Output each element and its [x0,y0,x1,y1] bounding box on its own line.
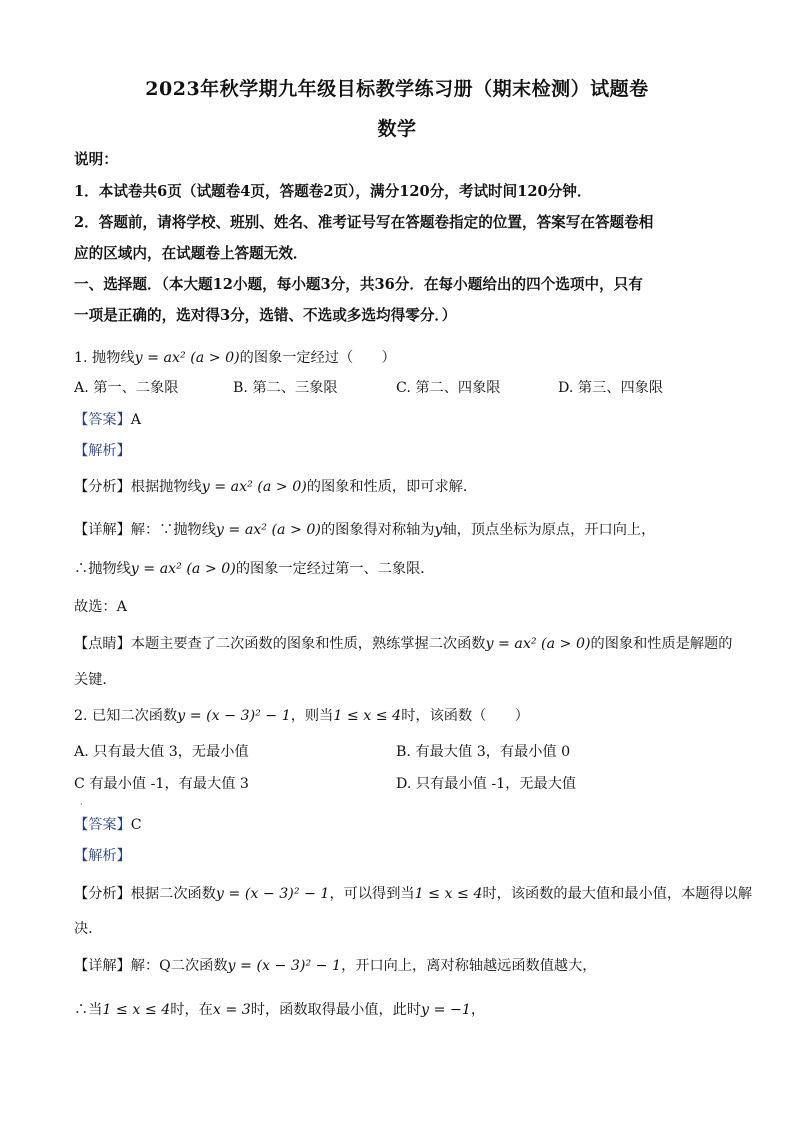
q2-xiangjie-tag: 【详解】 [74,958,131,974]
q1-answer-tag: 【答案】 [74,412,131,428]
q1-therefore-formula: y = ax² (a > 0) [130,561,236,577]
q2-last-x3: x = 3 [212,1002,251,1018]
q2-fenxi-pre: 根据二次函数 [130,886,216,902]
page-title: 2023年秋学期九年级目标教学练习册（期末检测）试题卷 [145,78,649,100]
q1-dianjing-post: 的图象和性质是解题的 [590,636,733,652]
q1-stem-post: 的图象一定经过（ ） [239,350,396,366]
q1-dianjing-cont: 关键． [74,672,117,688]
instructions-label: 说明： [74,151,118,168]
q1-xiangjie-formula: y = ax² (a > 0) [215,522,321,538]
q1-therefore-pre: ∴抛物线 [74,561,131,577]
q2-xiangjie-pre: 解：Q二次函数 [130,958,228,974]
q1-xiangjie-tag: 【详解】 [74,522,131,538]
q1-option-d: D. 第三、四象限 [558,380,664,396]
section-heading: 一、选择题．（本大题12小题，每小题3分，共36分．在每小题给出的四个选项中，只有 [74,276,643,293]
q2-option-b: B. 有最大值 3，有最小值 0 [396,744,571,760]
q2-option-a: A. 只有最大值 3，无最小值 [74,744,249,760]
q1-xiangjie-mid: 的图象得对称轴为 [320,522,435,538]
instruction-item-1: 1．本试卷共6页（试题卷4页，答题卷2页），满分120分，考试时间120分钟． [74,183,592,200]
section-heading-cont: 一项是正确的，选对得3分，选错、不选或多选均得零分．） [74,307,457,324]
q1-xiangjie [74,520,724,540]
q2-last-post: ， [470,1002,486,1018]
q1-xiangjie-y: y [434,522,443,538]
q1-therefore [74,559,724,579]
q1-dianjing [74,634,733,654]
q1-fenxi [74,477,724,497]
question-2-stem [74,706,724,726]
q2-fenxi [74,884,753,904]
q1-option-c: C. 第二、四象限 [396,380,501,396]
q2-answer-value: C [130,817,142,833]
stray-dot: · [80,800,83,809]
q1-xiangjie-post: 轴，顶点坐标为原点，开口向上， [442,522,656,538]
q1-fenxi-formula: y = ax² (a > 0) [201,479,307,495]
q1-xiangjie-pre: 解：∵抛物线 [130,522,216,538]
q2-last-mid2: 时，函数取得最小值，此时 [250,1002,422,1018]
q2-option-d: D. 只有最小值 -1，无最大值 [396,776,577,792]
q2-answer-tag: 【答案】 [74,817,131,833]
instruction-item-2-cont: 应的区域内，在试题卷上答题无效． [74,245,308,262]
q1-answer-line [74,410,724,430]
q1-answer-value: A [130,412,142,428]
q1-option-b: B. 第二、三象限 [233,380,338,396]
q2-xiangjie-post: ，开口向上，离对称轴越远函数值越大， [341,958,597,974]
q2-last-pre: ∴当 [74,1002,103,1018]
q2-fenxi-mid: ，可以得到当 [329,886,415,902]
q2-last-value: y = −1 [421,1002,471,1018]
q2-last-mid1: 时，在 [170,1002,213,1018]
q2-fenxi-range: 1 ≤ x ≤ 4 [414,886,483,902]
q2-stem-range: 1 ≤ x ≤ 4 [333,708,402,724]
q2-stem-pre: 2. 已知二次函数 [74,708,178,724]
q1-therefore-post: 的图象一定经过第一、二象限． [235,561,435,577]
q1-fenxi-post: 的图象和性质，即可求解． [306,479,478,495]
question-1-stem [74,348,724,368]
q1-fenxi-pre: 根据抛物线 [130,479,202,495]
q2-analysis-tag: 【解析】 [74,848,131,864]
subject-title: 数学 [377,118,417,140]
q2-xiangjie-formula: y = (x − 3)² − 1 [227,958,342,974]
q1-fenxi-tag: 【分析】 [74,479,131,495]
q2-stem-post: 时，该函数（ ） [401,708,529,724]
q2-xiangjie [74,956,724,976]
q2-last-step [74,1000,724,1020]
q2-fenxi-post: 时，该函数的最大值和最小值，本题得以解 [482,886,753,902]
q2-answer-line [74,815,724,835]
q2-stem-formula: y = (x − 3)² − 1 [177,708,291,724]
q1-stem-pre: 1. 抛物线 [74,350,135,366]
q1-dianjing-tag: 【点睛】 [74,636,131,652]
q2-fenxi-cont: 决． [74,921,103,937]
q1-choose: 故选：A [74,599,127,615]
q1-option-a: A. 第一、二象限 [74,380,179,396]
q2-option-c: C 有最小值 -1，有最大值 3 [74,776,249,792]
q1-dianjing-formula: y = ax² (a > 0) [485,636,591,652]
q1-analysis-tag: 【解析】 [74,443,131,459]
q2-stem-mid: ，则当 [290,708,334,724]
q2-fenxi-formula: y = (x − 3)² − 1 [215,886,330,902]
q2-last-range: 1 ≤ x ≤ 4 [102,1002,171,1018]
q1-stem-formula: y = ax² (a > 0) [134,350,240,366]
q1-dianjing-pre: 本题主要查了二次函数的图象和性质，熟练掌握二次函数 [130,636,486,652]
instruction-item-2: 2．答题前，请将学校、班别、姓名、准考证号写在答题卷指定的位置，答案写在答题卷相 [74,214,654,231]
q2-fenxi-tag: 【分析】 [74,886,131,902]
